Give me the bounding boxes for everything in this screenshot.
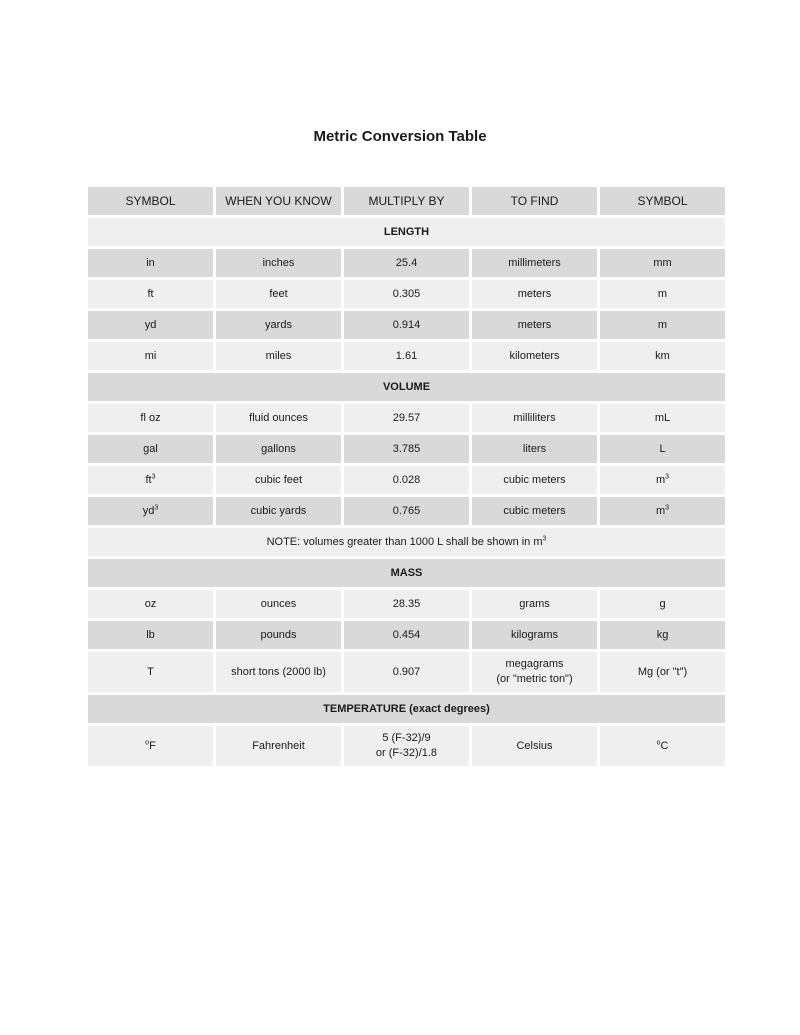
table-row bbox=[88, 466, 725, 494]
table-row bbox=[88, 590, 725, 618]
table-row bbox=[88, 621, 725, 649]
to-find: meters bbox=[472, 280, 597, 308]
header-row bbox=[88, 187, 725, 215]
when-you-know: feet bbox=[216, 280, 341, 308]
when-you-know: Fahrenheit bbox=[216, 726, 341, 766]
to-symbol-base: C bbox=[660, 740, 669, 752]
to-symbol: m bbox=[600, 280, 725, 308]
when-you-know: short tons (2000 lb) bbox=[216, 652, 341, 692]
when-you-know: fluid ounces bbox=[216, 404, 341, 432]
when-you-know: pounds bbox=[216, 621, 341, 649]
multiply-by: 1.61 bbox=[344, 342, 469, 370]
to-find-line-2: (or "metric ton") bbox=[496, 673, 573, 685]
to-find: Celsius bbox=[472, 726, 597, 766]
table-row bbox=[88, 311, 725, 339]
to-find: grams bbox=[472, 590, 597, 618]
to-symbol: L bbox=[600, 435, 725, 463]
multiply-by: 28.35 bbox=[344, 590, 469, 618]
to-symbol bbox=[600, 466, 725, 494]
section-length bbox=[88, 218, 725, 246]
multiply-by: 29.57 bbox=[344, 404, 469, 432]
to-symbol-base: m bbox=[655, 505, 666, 517]
volume-note bbox=[88, 528, 725, 556]
to-symbol bbox=[600, 497, 725, 525]
section-label: MASS bbox=[88, 559, 725, 587]
to-find: liters bbox=[472, 435, 597, 463]
from-symbol-base: F bbox=[149, 740, 156, 752]
to-find-line-1: megagrams bbox=[505, 658, 564, 670]
table-row bbox=[88, 280, 725, 308]
when-you-know: inches bbox=[216, 249, 341, 277]
when-you-know: miles bbox=[216, 342, 341, 370]
from-symbol-exponent: 3 bbox=[154, 504, 159, 512]
volume-note-text: NOTE: volumes greater than 1000 L shall be shown in m bbox=[266, 536, 543, 548]
from-symbol-base: ft bbox=[145, 474, 152, 486]
volume-note-exponent: 3 bbox=[542, 535, 547, 543]
from-symbol-base: yd bbox=[142, 505, 155, 517]
section-volume bbox=[88, 373, 725, 401]
multiply-by-line-1: 5 (F-32)/9 bbox=[382, 732, 431, 744]
table-row bbox=[88, 652, 725, 692]
from-symbol-exponent: 3 bbox=[151, 473, 156, 481]
from-symbol: ft bbox=[88, 280, 213, 308]
when-you-know: yards bbox=[216, 311, 341, 339]
to-find: cubic meters bbox=[472, 466, 597, 494]
to-find: cubic meters bbox=[472, 497, 597, 525]
to-symbol: m bbox=[600, 311, 725, 339]
from-symbol: gal bbox=[88, 435, 213, 463]
header-to-symbol: SYMBOL bbox=[600, 187, 725, 215]
multiply-by: 0.914 bbox=[344, 311, 469, 339]
table-row bbox=[88, 726, 725, 766]
section-label: VOLUME bbox=[88, 373, 725, 401]
multiply-by: 3.785 bbox=[344, 435, 469, 463]
section-label: TEMPERATURE (exact degrees) bbox=[88, 695, 725, 723]
from-symbol: oz bbox=[88, 590, 213, 618]
table-row bbox=[88, 497, 725, 525]
from-symbol bbox=[88, 497, 213, 525]
table-row bbox=[88, 435, 725, 463]
table-row bbox=[88, 342, 725, 370]
from-symbol: fl oz bbox=[88, 404, 213, 432]
to-symbol: Mg (or "t") bbox=[600, 652, 725, 692]
to-find: millimeters bbox=[472, 249, 597, 277]
to-find: kilograms bbox=[472, 621, 597, 649]
when-you-know: ounces bbox=[216, 590, 341, 618]
multiply-by: 0.454 bbox=[344, 621, 469, 649]
to-symbol: mL bbox=[600, 404, 725, 432]
to-symbol: g bbox=[600, 590, 725, 618]
from-symbol: yd bbox=[88, 311, 213, 339]
from-symbol: mi bbox=[88, 342, 213, 370]
from-symbol: T bbox=[88, 652, 213, 692]
section-label: LENGTH bbox=[88, 218, 725, 246]
to-symbol-exponent: 3 bbox=[665, 504, 670, 512]
multiply-by bbox=[344, 726, 469, 766]
from-symbol: lb bbox=[88, 621, 213, 649]
from-symbol: in bbox=[88, 249, 213, 277]
page-title: Metric Conversion Table bbox=[313, 128, 487, 145]
multiply-by: 25.4 bbox=[344, 249, 469, 277]
header-symbol: SYMBOL bbox=[88, 187, 213, 215]
from-symbol bbox=[88, 726, 213, 766]
degree-symbol: o bbox=[145, 739, 150, 747]
when-you-know: cubic feet bbox=[216, 466, 341, 494]
multiply-by: 0.907 bbox=[344, 652, 469, 692]
conversion-table bbox=[85, 184, 728, 769]
multiply-by-line-2: or (F-32)/1.8 bbox=[375, 747, 438, 759]
when-you-know: cubic yards bbox=[216, 497, 341, 525]
to-symbol bbox=[600, 726, 725, 766]
to-symbol: kg bbox=[600, 621, 725, 649]
multiply-by: 0.305 bbox=[344, 280, 469, 308]
to-find: kilometers bbox=[472, 342, 597, 370]
header-multiply-by: MULTIPLY BY bbox=[344, 187, 469, 215]
to-find bbox=[472, 652, 597, 692]
multiply-by: 0.028 bbox=[344, 466, 469, 494]
to-symbol-exponent: 3 bbox=[665, 473, 670, 481]
to-find: milliliters bbox=[472, 404, 597, 432]
from-symbol bbox=[88, 466, 213, 494]
when-you-know: gallons bbox=[216, 435, 341, 463]
to-symbol: mm bbox=[600, 249, 725, 277]
header-to-find: TO FIND bbox=[472, 187, 597, 215]
table-row bbox=[88, 249, 725, 277]
to-symbol: km bbox=[600, 342, 725, 370]
section-temperature bbox=[88, 695, 725, 723]
multiply-by: 0.765 bbox=[344, 497, 469, 525]
section-mass bbox=[88, 559, 725, 587]
volume-note-row bbox=[88, 528, 725, 556]
to-symbol-base: m bbox=[655, 474, 666, 486]
degree-symbol: o bbox=[656, 739, 661, 747]
header-when-you-know: WHEN YOU KNOW bbox=[216, 187, 341, 215]
to-find: meters bbox=[472, 311, 597, 339]
table-row bbox=[88, 404, 725, 432]
